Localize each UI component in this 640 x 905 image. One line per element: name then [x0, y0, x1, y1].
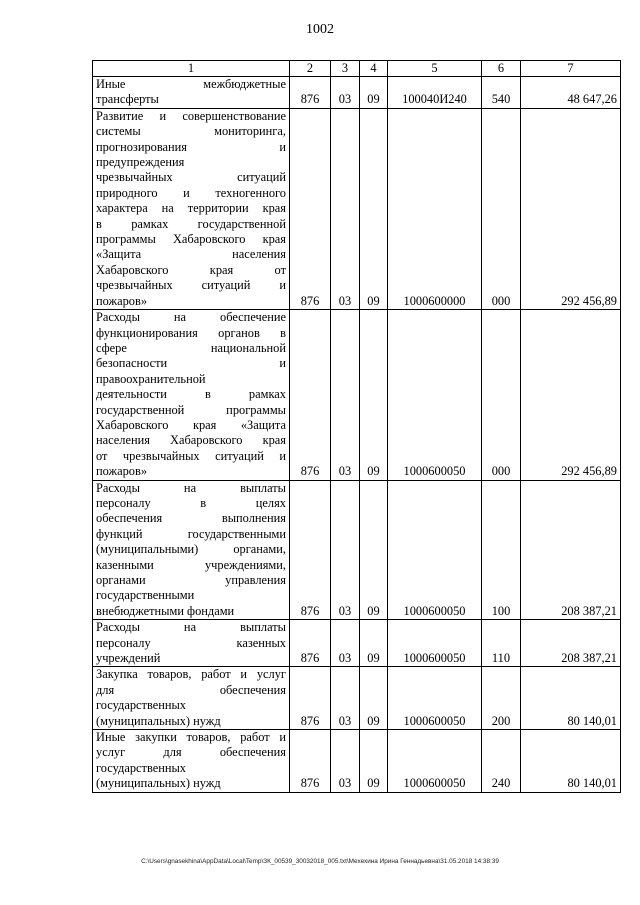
target-article-cell: 1000600050 [388, 667, 482, 730]
table-row [93, 730, 621, 793]
description-line: функционирования органов в [96, 325, 286, 340]
description-line: функций государственными [96, 526, 286, 541]
column-header: 2 [290, 61, 331, 77]
subsection-code-cell: 09 [360, 667, 388, 730]
description-line: Иные закупки товаров, работ и [96, 730, 286, 745]
row-description [93, 310, 290, 480]
description-line: чрезвычайных ситуаций [96, 170, 286, 185]
expense-type-cell: 200 [482, 667, 521, 730]
admin-code-cell: 876 [290, 108, 331, 309]
section-code-cell: 03 [331, 480, 360, 620]
description-line: (муниципальных) нужд [96, 776, 221, 791]
description-line: внебюджетными фондами [96, 603, 235, 618]
column-header: 6 [482, 61, 521, 77]
description-line: характера на территории края [96, 201, 286, 216]
description-line: персоналу в целях [96, 495, 286, 510]
amount-cell: 80 140,01 [521, 730, 621, 793]
row-description [93, 108, 290, 309]
description-line: системы мониторинга, [96, 124, 286, 139]
budget-table [92, 60, 621, 793]
expense-type-cell: 110 [482, 620, 521, 667]
description-line: от чрезвычайных ситуаций и [96, 448, 286, 463]
description-line: обеспечения выполнения [96, 511, 286, 526]
expense-type-cell: 000 [482, 108, 521, 309]
expense-type-cell: 540 [482, 77, 521, 109]
column-header: 5 [388, 61, 482, 77]
table-row [93, 620, 621, 667]
page-number: 1002 [306, 22, 334, 37]
description-line: природного и техногенного [96, 185, 286, 200]
target-article-cell: 100040И240 [388, 77, 482, 109]
description-line: трансферты [96, 92, 159, 107]
admin-code-cell: 876 [290, 667, 331, 730]
amount-cell: 208 387,21 [521, 480, 621, 620]
expense-type-cell: 000 [482, 310, 521, 480]
column-header: 1 [93, 61, 290, 77]
admin-code-cell: 876 [290, 77, 331, 109]
section-code-cell: 03 [331, 77, 360, 109]
description-line: Иные межбюджетные [96, 77, 286, 91]
section-code-cell: 03 [331, 310, 360, 480]
file-path-footer: C:\Users\gnasekhina\AppData\Local\Temp\ЗК_00539_30032018_005.txt\Мехехина Ирина Геннадьевна\31.05.2018 14:38:39 [141, 858, 499, 865]
description-line: (муниципальных) нужд [96, 713, 221, 728]
row-description [93, 730, 290, 793]
description-line: Расходы на выплаты [96, 620, 286, 635]
amount-cell: 292 456,89 [521, 108, 621, 309]
table-row [93, 310, 621, 480]
section-code-cell: 03 [331, 620, 360, 667]
target-article-cell: 1000600050 [388, 620, 482, 667]
row-description [93, 667, 290, 730]
column-header: 7 [521, 61, 621, 77]
target-article-cell: 1000600050 [388, 310, 482, 480]
subsection-code-cell: 09 [360, 730, 388, 793]
amount-cell: 80 140,01 [521, 667, 621, 730]
description-line: государственных [96, 760, 187, 775]
column-header: 3 [331, 61, 360, 77]
description-line: Расходы на обеспечение [96, 310, 286, 325]
admin-code-cell: 876 [290, 480, 331, 620]
subsection-code-cell: 09 [360, 480, 388, 620]
description-line: безопасности и [96, 356, 286, 371]
amount-cell: 48 647,26 [521, 77, 621, 109]
admin-code-cell: 876 [290, 730, 331, 793]
subsection-code-cell: 09 [360, 77, 388, 109]
description-line: (муниципальными) органами, [96, 542, 286, 557]
description-line: Развитие и совершенствование [96, 108, 286, 123]
section-code-cell: 03 [331, 667, 360, 730]
subsection-code-cell: 09 [360, 620, 388, 667]
description-line: деятельности в рамках [96, 387, 286, 402]
table-row [93, 77, 621, 109]
description-line: населения Хабаровского края [96, 433, 286, 448]
description-line: учреждений [96, 651, 161, 666]
table-body [93, 61, 621, 793]
subsection-code-cell: 09 [360, 310, 388, 480]
description-line: государственной программы [96, 402, 286, 417]
description-line: услуг для обеспечения [96, 745, 286, 760]
section-code-cell: 03 [331, 108, 360, 309]
description-line: персоналу казенных [96, 635, 286, 650]
description-line: Расходы на выплаты [96, 480, 286, 495]
description-line: правоохранительной [96, 371, 206, 386]
table-row [93, 108, 621, 309]
description-line: пожаров» [96, 293, 148, 308]
description-line: сфере национальной [96, 340, 286, 355]
row-description [93, 77, 290, 109]
admin-code-cell: 876 [290, 620, 331, 667]
target-article-cell: 1000600050 [388, 730, 482, 793]
description-line: предупреждения [96, 155, 185, 170]
amount-cell: 292 456,89 [521, 310, 621, 480]
description-line: программы Хабаровского края [96, 232, 286, 247]
target-article-cell: 1000600000 [388, 108, 482, 309]
admin-code-cell: 876 [290, 310, 331, 480]
table-row [93, 667, 621, 730]
description-line: Хабаровского края от [96, 262, 286, 277]
row-description [93, 480, 290, 620]
description-line: чрезвычайных ситуаций и [96, 278, 286, 293]
expense-type-cell: 100 [482, 480, 521, 620]
description-line: Хабаровского края «Защита [96, 417, 286, 432]
description-line: в рамках государственной [96, 216, 286, 231]
target-article-cell: 1000600050 [388, 480, 482, 620]
description-line: Закупка товаров, работ и услуг [96, 667, 286, 682]
description-line: государственными [96, 588, 195, 603]
column-header: 4 [360, 61, 388, 77]
description-line: прогнозирования и [96, 139, 286, 154]
subsection-code-cell: 09 [360, 108, 388, 309]
description-line: государственных [96, 698, 187, 713]
description-line: органами управления [96, 573, 286, 587]
table-row [93, 480, 621, 620]
description-line: для обеспечения [96, 682, 286, 697]
row-description [93, 620, 290, 667]
description-line: казенными учреждениями, [96, 557, 286, 572]
expense-type-cell: 240 [482, 730, 521, 793]
description-line: «Защита населения [96, 247, 286, 262]
section-code-cell: 03 [331, 730, 360, 793]
amount-cell: 208 387,21 [521, 620, 621, 667]
table-header-row [93, 61, 621, 77]
description-line: пожаров» [96, 464, 148, 479]
